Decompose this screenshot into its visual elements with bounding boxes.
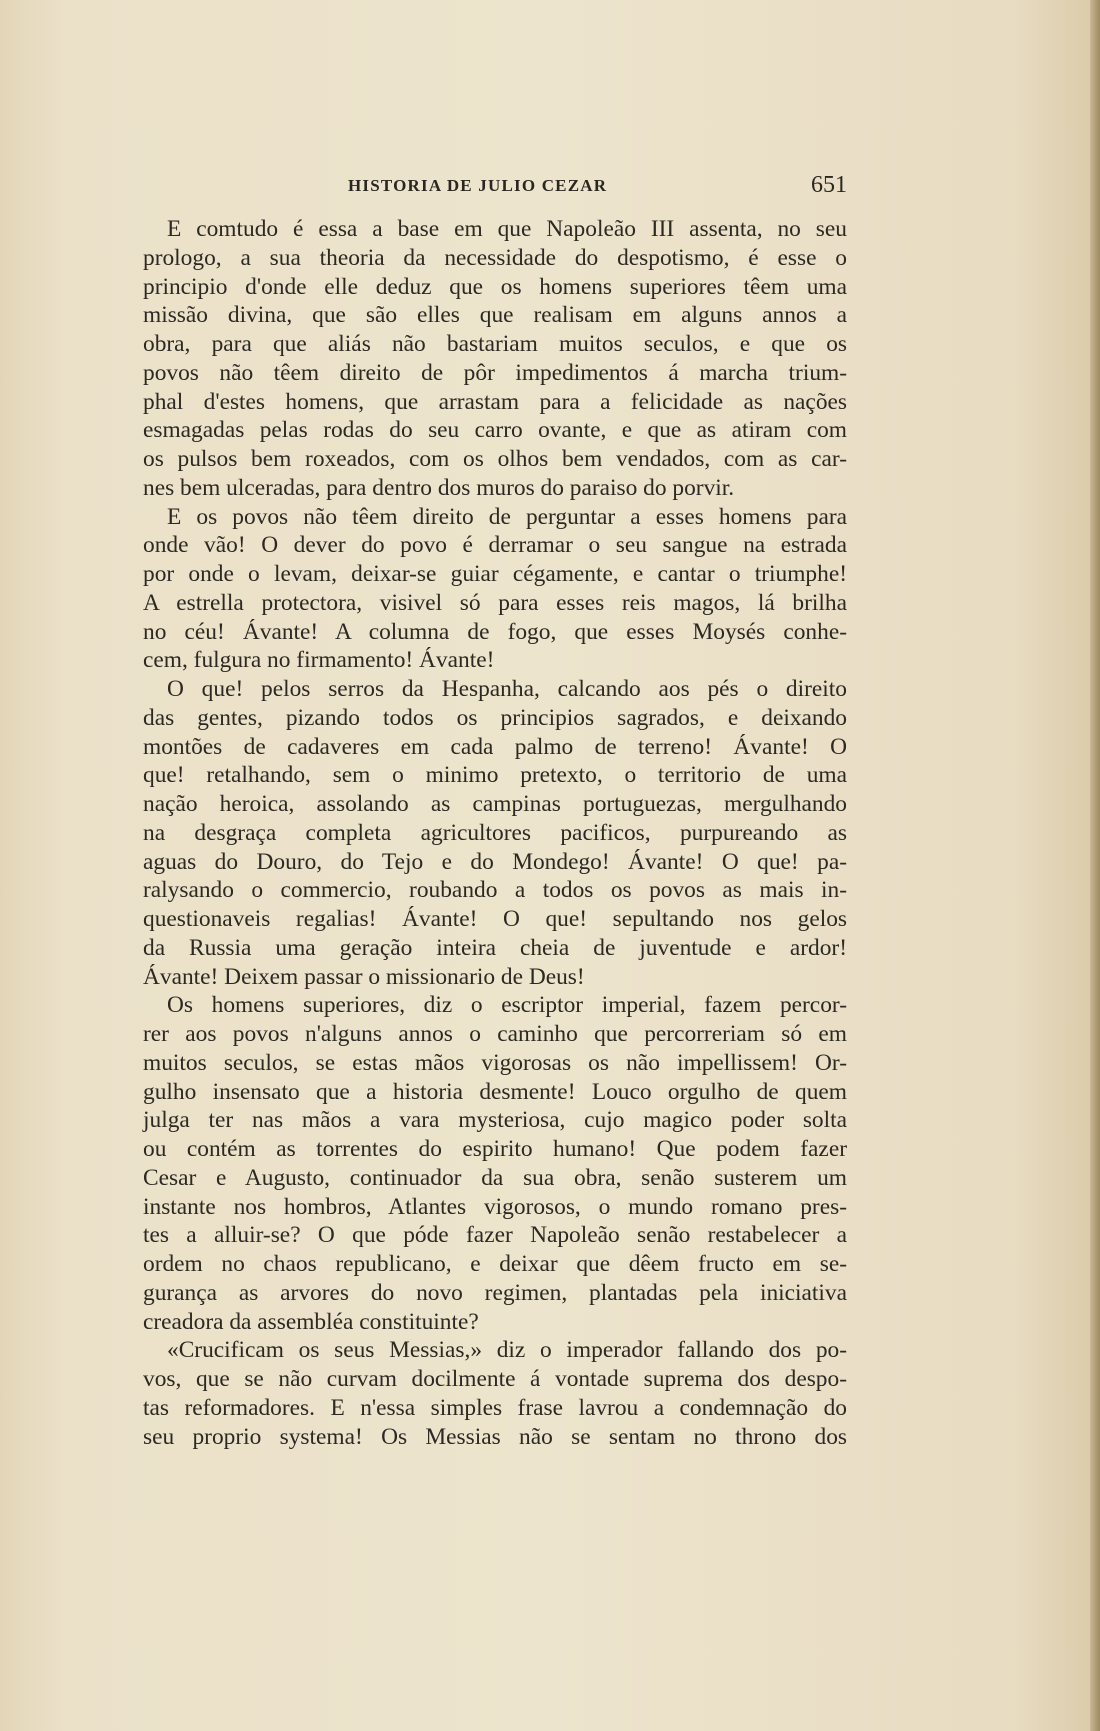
text-line: ralysando o commercio, roubando a todos os povos as mais in- bbox=[143, 877, 847, 904]
text-line: onde vão! O dever do povo é derramar o seu sangue na estrada bbox=[143, 532, 847, 559]
text-line: gurança as arvores do novo regimen, plantadas pela iniciativa bbox=[143, 1279, 847, 1306]
text-line: tas reformadores. E n'essa simples frase lavrou a condemnação do bbox=[143, 1394, 847, 1421]
text-line: E os povos não têem direito de perguntar a esses homens para bbox=[167, 503, 847, 530]
text-line: E comtudo é essa a base em que Napoleão III assenta, no seu bbox=[167, 216, 847, 242]
text-line: nes bem ulceradas, para dentro dos muros do paraiso do porvir. bbox=[143, 474, 735, 501]
text-line: creadora da assembléa constituinte? bbox=[143, 1308, 479, 1335]
text-line: instante nos hombros, Atlantes vigorosos, o mundo romano pres- bbox=[143, 1193, 847, 1220]
text-line: vos, que se não curvam docilmente á vontade suprema dos despo- bbox=[143, 1366, 847, 1392]
text-line: das gentes, pizando todos os principios sagrados, e deixando bbox=[143, 704, 847, 731]
text-line: esmagadas pelas rodas do seu carro ovante, e que as atiram com bbox=[143, 417, 847, 444]
text-line: questionaveis regalias! Ávante! O que! sepultando nos gelos bbox=[143, 906, 847, 932]
text-line: ou contém as torrentes do espirito humano! Que podem fazer bbox=[143, 1136, 847, 1162]
running-title: HISTORIA DE JULIO CEZAR bbox=[348, 176, 608, 195]
text-line: missão divina, que são elles que realisam em alguns annos a bbox=[143, 302, 847, 329]
text-line: ordem no chaos republicano, e deixar que dêem fructo em se- bbox=[143, 1251, 847, 1277]
page-edge bbox=[1090, 0, 1100, 1731]
text-line: principio d'onde elle deduz que os homens superiores têem uma bbox=[143, 273, 847, 300]
text-line: Cesar e Augusto, continuador da sua obra, senão susterem um bbox=[143, 1164, 847, 1191]
text-line: prologo, a sua theoria da necessidade do despotismo, é esse o bbox=[143, 244, 847, 271]
text-line: nação heroica, assolando as campinas portuguezas, mergulhando bbox=[143, 791, 847, 817]
text-line: por onde o levam, deixar-se guiar cégamente, e cantar o triumphe! bbox=[143, 561, 847, 587]
text-line: montões de cadaveres em cada palmo de terreno! Ávante! O bbox=[143, 733, 847, 760]
text-line: povos não têem direito de pôr impedimentos á marcha trium- bbox=[143, 359, 847, 386]
text-line: muitos seculos, se estas mãos vigorosas os não impellissem! Or- bbox=[143, 1049, 847, 1076]
text-line: obra, para que aliás não bastariam muitos seculos, e que os bbox=[143, 331, 847, 357]
text-line: na desgraça completa agricultores pacificos, purpureando as bbox=[143, 819, 847, 846]
text-line: Os homens superiores, diz o escriptor imperial, fazem percor- bbox=[167, 992, 847, 1019]
text-line: Ávante! Deixem passar o missionario de Deus! bbox=[143, 963, 585, 990]
page-number: 651 bbox=[811, 172, 847, 198]
text-line: os pulsos bem roxeados, com os olhos bem vendados, com as car- bbox=[143, 446, 847, 472]
text-line: que! retalhando, sem o minimo pretexto, o territorio de uma bbox=[143, 762, 847, 789]
page-header bbox=[143, 172, 847, 202]
text-line: tes a alluir-se? O que póde fazer Napoleão senão restabelecer a bbox=[143, 1222, 847, 1249]
text-line: rer aos povos n'alguns annos o caminho que percorreriam só em bbox=[143, 1021, 847, 1047]
text-line: «Crucificam os seus Messias,» diz o imperador fallando dos po- bbox=[167, 1337, 847, 1364]
text-line: O que! pelos serros da Hespanha, calcando aos pés o direito bbox=[167, 676, 847, 702]
text-line: da Russia uma geração inteira cheia de juventude e ardor! bbox=[143, 934, 847, 961]
text-line: aguas do Douro, do Tejo e do Mondego! Ávante! O que! pa- bbox=[143, 848, 847, 875]
text-line: cem, fulgura no firmamento! Ávante! bbox=[143, 647, 495, 674]
body-text bbox=[143, 215, 847, 1451]
text-line: gulho insensato que a historia desmente! Louco orgulho de quem bbox=[143, 1078, 847, 1105]
text-line: phal d'estes homens, que arrastam para a felicidade as nações bbox=[143, 388, 847, 415]
text-line: seu proprio systema! Os Messias não se sentam no throno dos bbox=[143, 1423, 847, 1450]
text-line: julga ter nas mãos a vara mysteriosa, cujo magico poder solta bbox=[143, 1107, 847, 1134]
text-line: A estrella protectora, visivel só para esses reis magos, lá brilha bbox=[143, 589, 847, 616]
text-line: no céu! Ávante! A columna de fogo, que esses Moysés conhe- bbox=[143, 618, 847, 645]
